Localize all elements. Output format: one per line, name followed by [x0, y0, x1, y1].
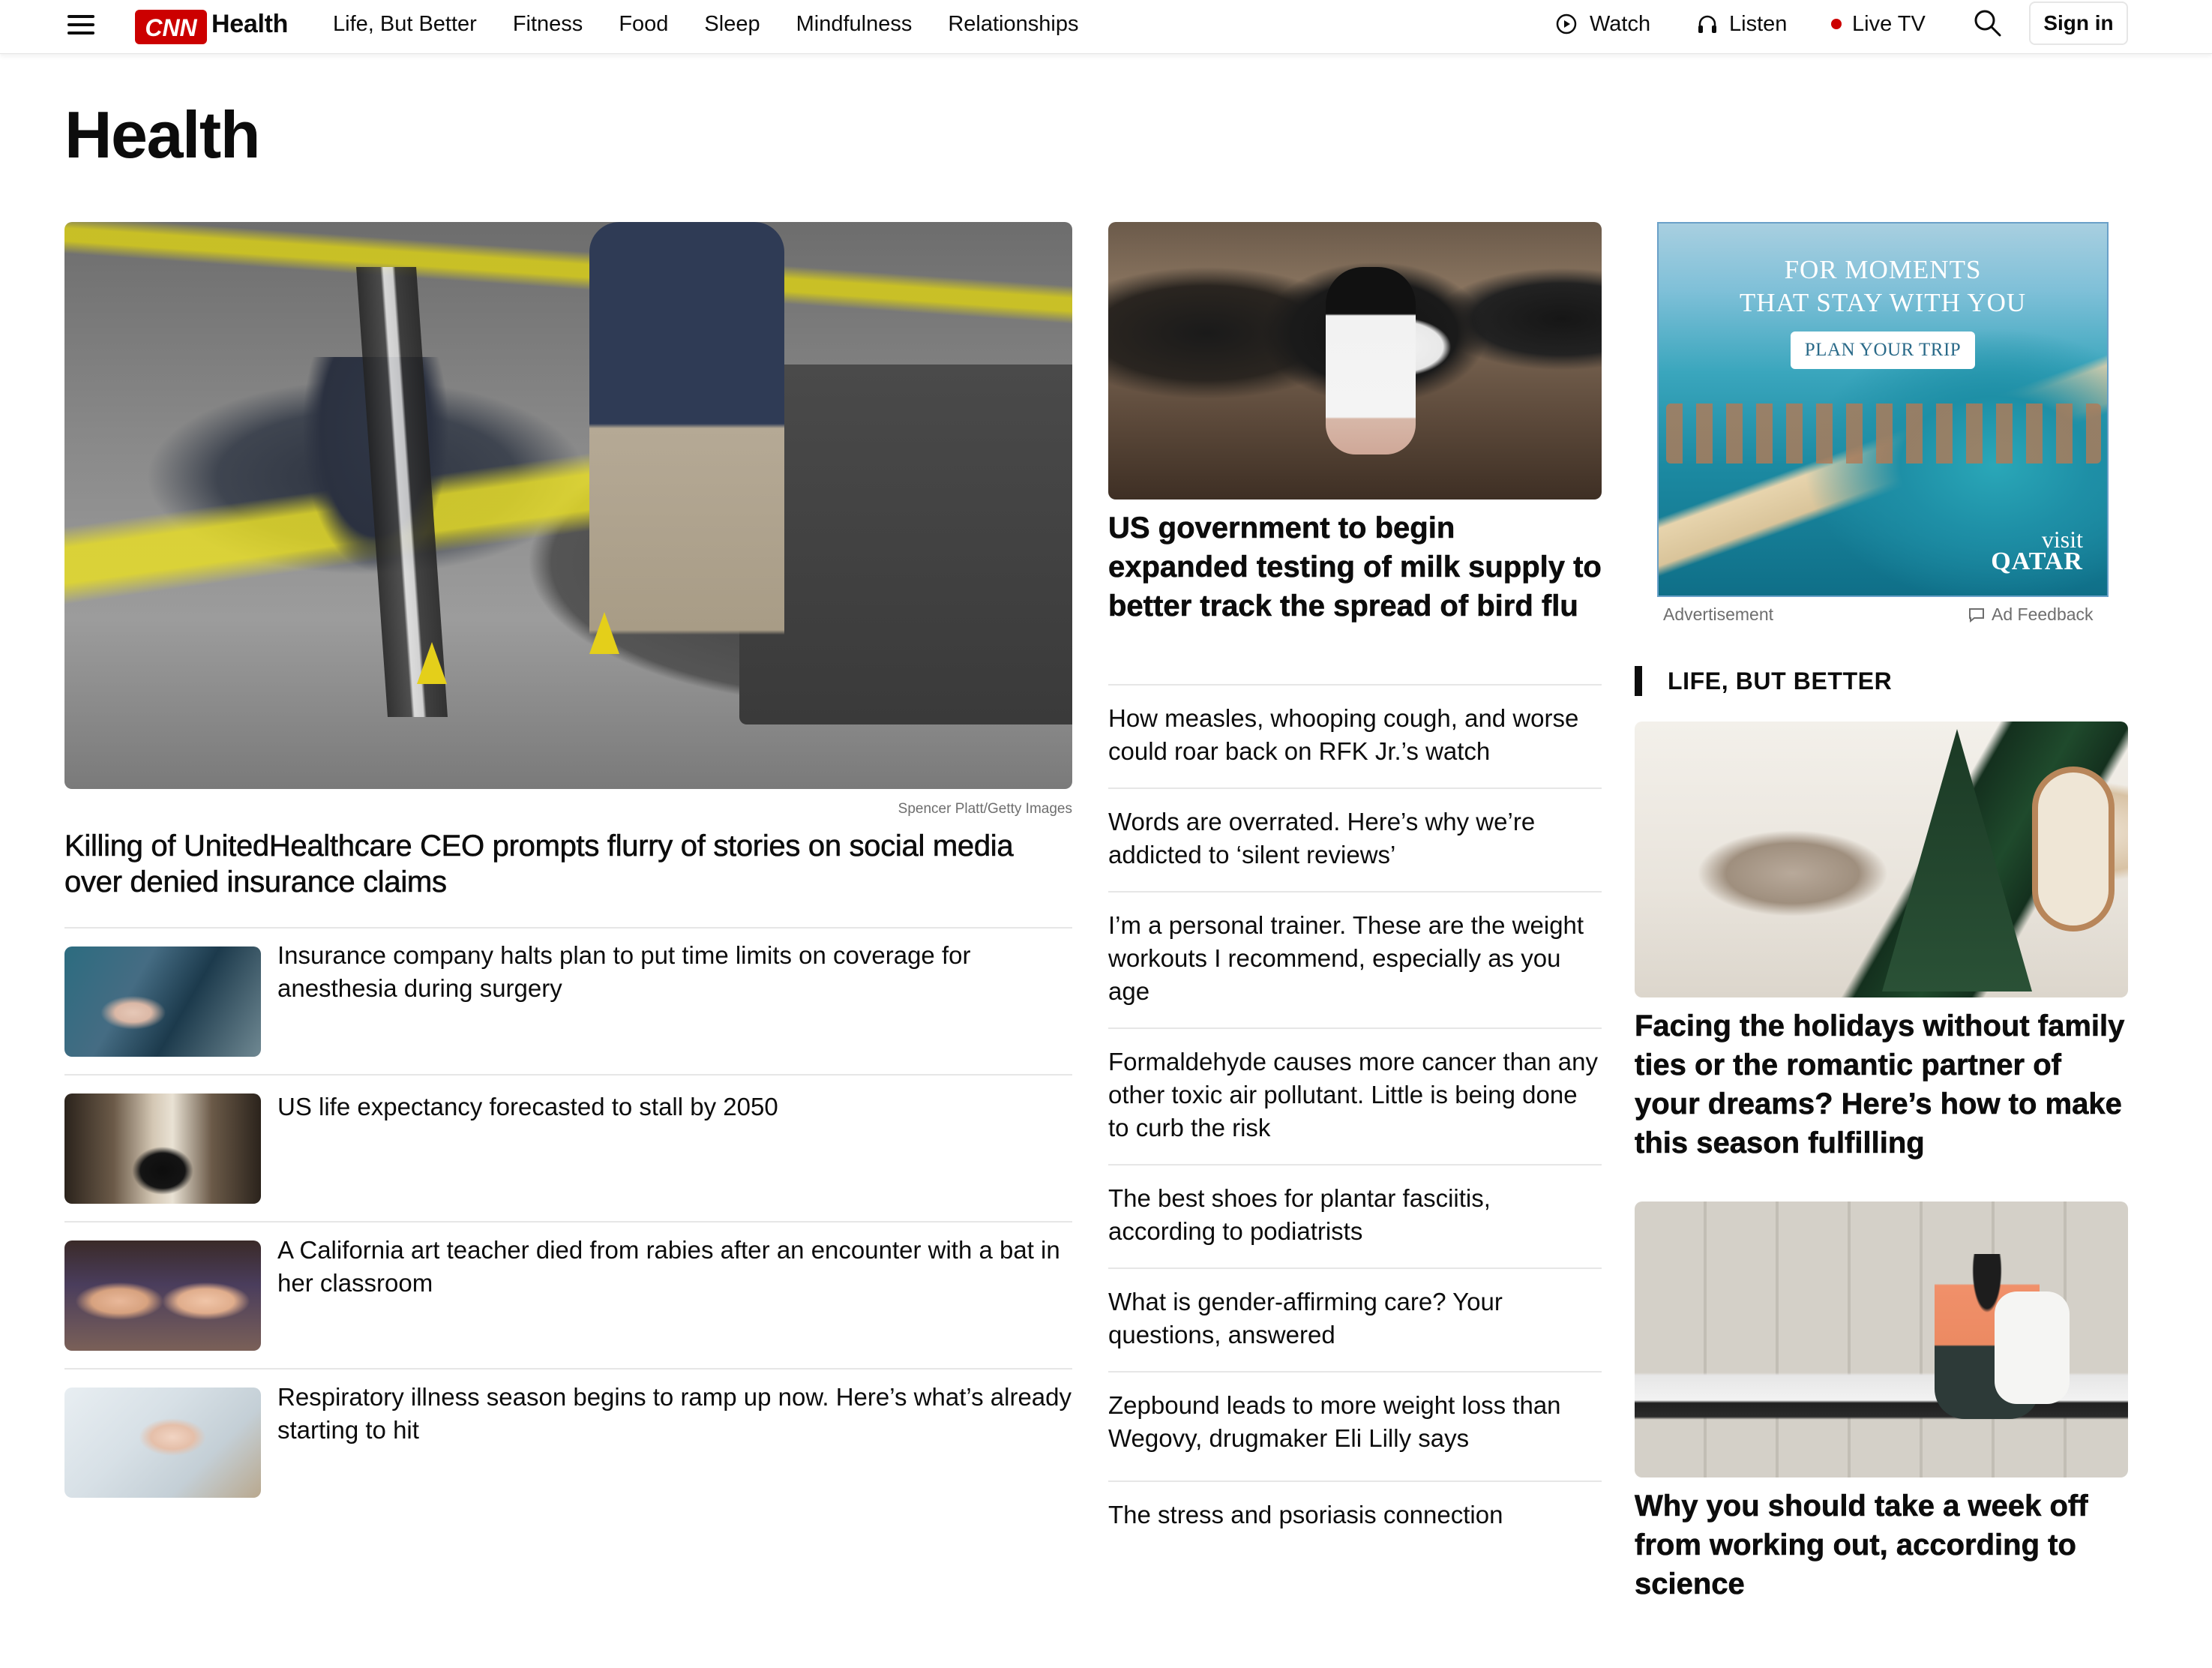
- standing-person-shape: [589, 222, 784, 702]
- ad-brand-logo: [1991, 528, 2083, 573]
- christmas-tree-shape: [1882, 729, 2032, 992]
- story-headline[interactable]: What is gender-affirming care? Your questions, answered: [1108, 1288, 1503, 1348]
- divider: [1108, 1164, 1602, 1166]
- divider: [1108, 1268, 1602, 1269]
- search-icon: [1971, 6, 2005, 40]
- story-headline[interactable]: Words are overrated. Here’s why we’re addicted to ‘silent reviews’: [1108, 808, 1536, 868]
- workout-story-image[interactable]: [1635, 1202, 2128, 1478]
- towel-shape: [1995, 1292, 2070, 1404]
- story-headline[interactable]: Insurance company halts plan to put time limits on coverage for anesthesia during surgery: [277, 941, 971, 1002]
- story-headline[interactable]: Why you should take a week off from working out, according to science: [1635, 1490, 2088, 1600]
- bird-flu-story-image[interactable]: [1108, 222, 1602, 500]
- divider: [1108, 891, 1602, 892]
- sign-in-button[interactable]: Sign in: [2029, 2, 2128, 45]
- story-thumbnail[interactable]: [64, 1240, 261, 1351]
- advertisement-banner[interactable]: [1657, 222, 2109, 597]
- nav-link-sleep[interactable]: Sleep: [704, 12, 760, 36]
- ad-feedback-link[interactable]: [1968, 604, 2094, 625]
- story-headline[interactable]: Zepbound leads to more weight loss than Wegovy, drugmaker Eli Lilly says: [1108, 1391, 1561, 1452]
- nav-link-relationships[interactable]: Relationships: [948, 12, 1079, 36]
- nav-link-fitness[interactable]: Fitness: [512, 12, 583, 36]
- ad-cta-button[interactable]: PLAN YOUR TRIP: [1791, 332, 1975, 369]
- ad-headline-line: FOR MOMENTS: [1784, 255, 1982, 284]
- ad-feedback-label: Ad Feedback: [1992, 604, 2094, 624]
- ad-headline: [1659, 254, 2107, 320]
- divider: [64, 927, 1072, 928]
- story-headline[interactable]: Respiratory illness season begins to ramp up now. Here’s what’s already starting to hit: [277, 1383, 1072, 1444]
- watch-label: Watch: [1590, 12, 1651, 36]
- story-thumbnail[interactable]: [64, 946, 261, 1057]
- divider: [64, 1074, 1072, 1076]
- section-label[interactable]: Health: [211, 10, 289, 38]
- menu-icon[interactable]: [66, 12, 96, 39]
- overwater-villas-shape: [1666, 404, 2101, 464]
- ad-brand-line: QATAR: [1991, 548, 2083, 575]
- divider: [1108, 1371, 1602, 1372]
- logo-text: CNN: [145, 14, 197, 41]
- story-headline[interactable]: I’m a personal trainer. These are the weight workouts I recommend, especially as you age: [1108, 911, 1584, 1005]
- lead-headline[interactable]: Killing of UnitedHealthcare CEO prompts flurry of stories on social media over denied insurance claims: [64, 830, 1014, 898]
- nav-link-mindfulness[interactable]: Mindfulness: [796, 12, 913, 36]
- story-headline[interactable]: Formaldehyde causes more cancer than any other toxic air pollutant. Little is being done to curb the risk: [1108, 1048, 1599, 1142]
- page-title: Health: [64, 98, 259, 172]
- divider: [1108, 1028, 1602, 1029]
- play-circle-icon: [1555, 13, 1578, 35]
- watch-button[interactable]: [1555, 9, 1650, 39]
- cnn-logo-icon: [135, 10, 207, 44]
- story-headline[interactable]: How measles, whooping cough, and worse could roar back on RFK Jr.’s watch: [1108, 704, 1579, 765]
- middle-lead-headline[interactable]: US government to begin expanded testing of milk supply to better track the spread of bird flu: [1108, 512, 1602, 622]
- section-heading-life-but-better: LIFE, BUT BETTER: [1635, 666, 1892, 696]
- nav-link-food[interactable]: Food: [619, 12, 669, 36]
- feedback-icon: [1968, 607, 1986, 623]
- cnn-logo[interactable]: [135, 8, 207, 46]
- holidays-story-image[interactable]: [1635, 722, 2128, 998]
- story-thumbnail[interactable]: [64, 1388, 261, 1498]
- mirror-shape: [2032, 766, 2115, 932]
- divider: [1108, 788, 1602, 789]
- ad-headline-line: THAT STAY WITH YOU: [1739, 288, 2027, 317]
- live-dot-icon: [1831, 19, 1842, 29]
- live-tv-button[interactable]: [1831, 9, 1926, 39]
- section-nav: [333, 9, 1114, 39]
- advertisement-label: Advertisement: [1663, 604, 1774, 624]
- nav-link-life-but-better[interactable]: Life, But Better: [333, 12, 477, 36]
- listen-button[interactable]: [1696, 9, 1787, 39]
- divider: [64, 1368, 1072, 1370]
- divider: [64, 1221, 1072, 1222]
- story-headline[interactable]: A California art teacher died from rabies after an encounter with a bat in her classroom: [277, 1236, 1060, 1297]
- story-headline[interactable]: Facing the holidays without family ties or the romantic partner of your dreams? Here’s how to make this season fulfilling: [1635, 1010, 2125, 1160]
- divider: [1108, 1480, 1602, 1482]
- divider: [1108, 684, 1602, 686]
- headphones-icon: [1696, 13, 1719, 35]
- story-headline[interactable]: The stress and psoriasis connection: [1108, 1501, 1503, 1528]
- live-tv-label: Live TV: [1852, 12, 1926, 36]
- listen-label: Listen: [1729, 12, 1788, 36]
- story-thumbnail[interactable]: [64, 1094, 261, 1204]
- top-navigation: [0, 0, 2212, 54]
- photo-credit: Spencer Platt/Getty Images: [898, 801, 1072, 817]
- search-button[interactable]: [1971, 6, 2005, 40]
- story-headline[interactable]: The best shoes for plantar fasciitis, according to podiatrists: [1108, 1184, 1491, 1245]
- ad-brand-line: visit: [2041, 526, 2083, 553]
- cow-face-shape: [1326, 267, 1416, 454]
- lead-story-image[interactable]: [64, 222, 1072, 789]
- planter-shape: [739, 364, 1072, 724]
- story-headline[interactable]: US life expectancy forecasted to stall by 2050: [277, 1093, 778, 1120]
